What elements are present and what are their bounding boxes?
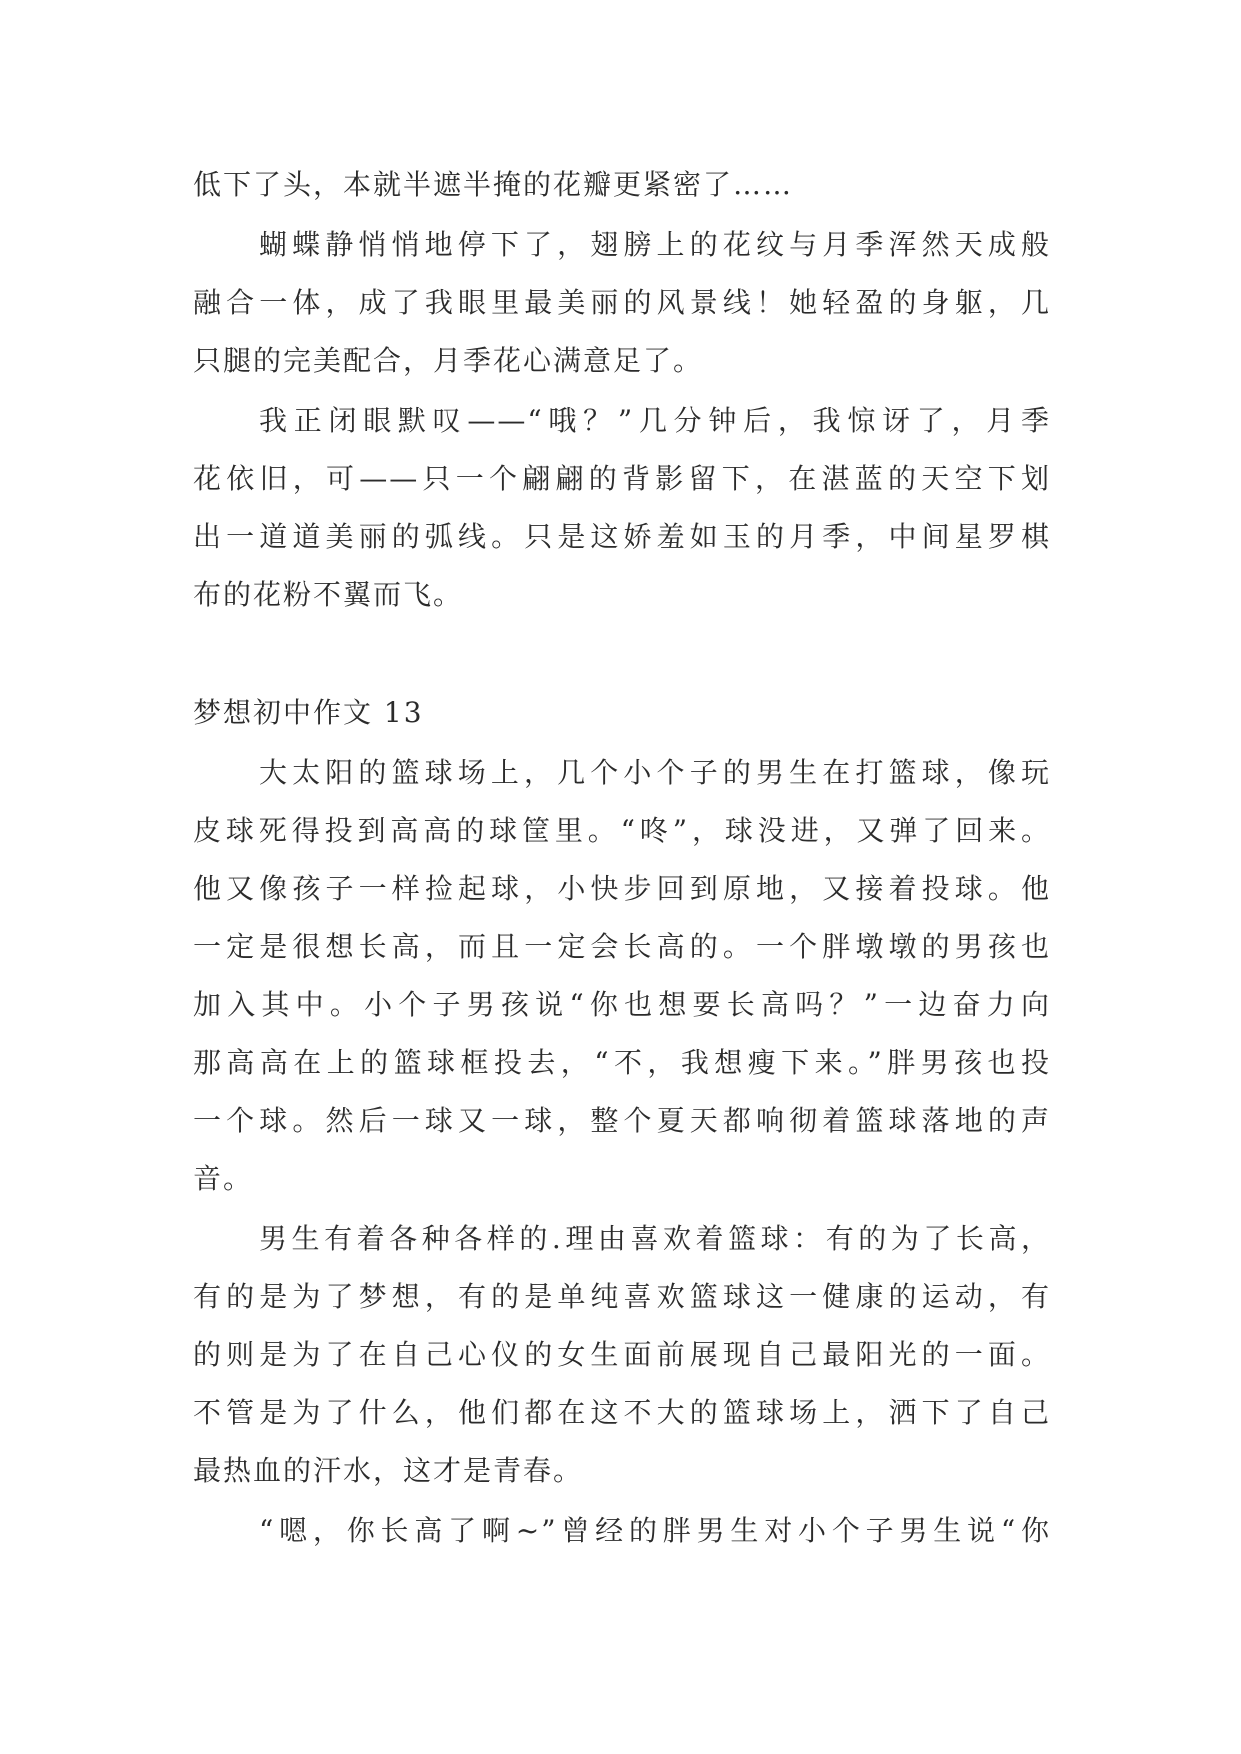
- text-line: 我正闭眼默叹——“哦？”几分钟后，我惊讶了，月季: [259, 404, 1051, 437]
- text-line: 一定是很想长高，而且一定会长高的。一个胖墩墩的男孩也: [193, 930, 1051, 963]
- paragraph: [193, 1502, 1051, 1560]
- text-line: 的则是为了在自己心仪的女生面前展现自己最阳光的一面。: [193, 1338, 1051, 1371]
- text-line: 不管是为了什么，他们都在这不大的篮球场上，洒下了自己: [193, 1396, 1051, 1429]
- text-line: “嗯，你长高了啊~”曾经的胖男生对小个子男生说“你: [259, 1514, 1051, 1547]
- text-line: 只腿的完美配合，月季花心满意足了。: [193, 344, 704, 377]
- text-line: 音。: [193, 1162, 254, 1195]
- paragraph: [193, 216, 1051, 390]
- text-line: 那高高在上的篮球框投去，“不，我想瘦下来。”胖男孩也投: [193, 1046, 1051, 1079]
- paragraph: [193, 156, 1051, 214]
- paragraph: [193, 392, 1051, 624]
- text-line: 融合一体，成了我眼里最美丽的风景线！她轻盈的身躯，几: [193, 286, 1051, 319]
- text-line: 一个球。然后一球又一球，整个夏天都响彻着篮球落地的声: [193, 1104, 1051, 1137]
- text-line: 男生有着各种各样的.理由喜欢着篮球：有的为了长高，: [259, 1222, 1051, 1255]
- text-line: 蝴蝶静悄悄地停下了，翅膀上的花纹与月季浑然天成般: [259, 228, 1051, 261]
- text-line: 花依旧，可——只一个翩翩的背影留下，在湛蓝的天空下划: [193, 462, 1051, 495]
- text-line: 出一道道美丽的弧线。只是这娇羞如玉的月季，中间星罗棋: [193, 520, 1051, 553]
- text-line: 大太阳的篮球场上，几个小个子的男生在打篮球，像玩: [259, 756, 1051, 789]
- text-line: 有的是为了梦想，有的是单纯喜欢篮球这一健康的运动，有: [193, 1280, 1051, 1313]
- text-line: 加入其中。小个子男孩说“你也想要长高吗？”一边奋力向: [193, 988, 1051, 1021]
- document-body: [193, 156, 1051, 1560]
- text-line: 布的花粉不翼而飞。: [193, 578, 464, 611]
- essay-title: 梦想初中作文 13: [193, 696, 424, 729]
- paragraph: [193, 744, 1051, 1208]
- paragraph: [193, 1210, 1051, 1500]
- text-line: 他又像孩子一样捡起球，小快步回到原地，又接着投球。他: [193, 872, 1051, 905]
- text-line: 低下了头，本就半遮半掩的花瓣更紧密了……: [193, 168, 794, 201]
- text-line: 皮球死得投到高高的球筐里。“咚”，球没进，又弹了回来。: [193, 814, 1051, 847]
- text-line: 最热血的汗水，这才是青春。: [193, 1454, 584, 1487]
